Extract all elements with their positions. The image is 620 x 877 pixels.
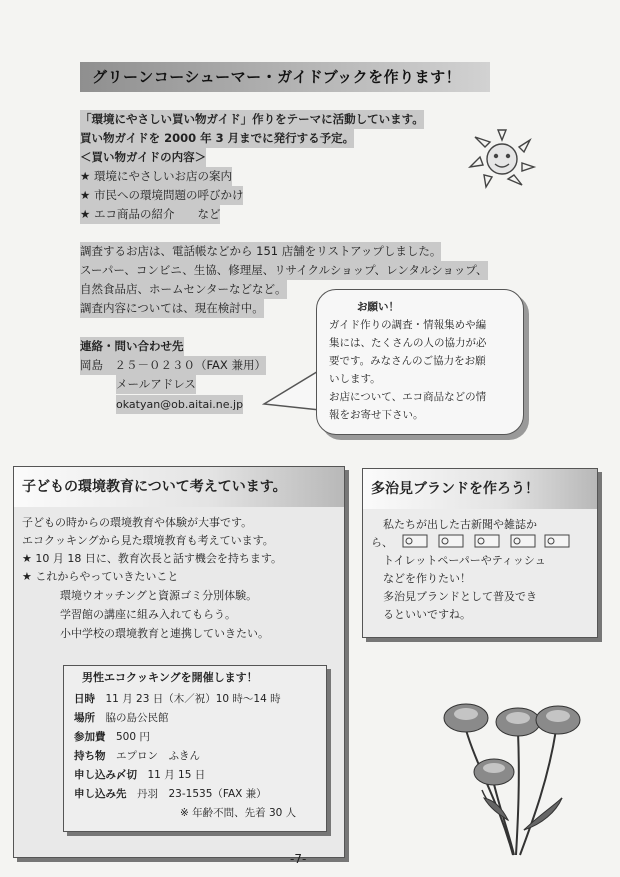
contact-email-label: メールアドレス [116, 375, 196, 394]
intro-line-2: 買い物ガイドを 2000 年 3 月までに発行する予定。 [80, 129, 354, 148]
cooking-value: エプロン ふきん [116, 750, 200, 762]
brand-line: 多治見ブランドとして普及でき [383, 590, 537, 603]
cooking-label: 申し込み先 [74, 788, 127, 800]
tajimi-brand-box [362, 468, 598, 638]
cooking-value: 脇の島公民館 [105, 712, 169, 724]
brand-heading: 多治見ブランドを作ろう！ [363, 469, 597, 509]
request-bubble [316, 289, 524, 435]
cooking-value: 500 円 [116, 731, 150, 743]
flower-illustration [438, 690, 588, 860]
kids-line: ★ これからやっていきたいこと [22, 570, 179, 583]
contents-item: ★ 市民への環境問題の呼びかけ [80, 186, 243, 205]
cooking-value: 11 月 23 日（木／祝）10 時～14 時 [105, 693, 281, 705]
bubble-line: 要です。みなさんのご協力をお願 [329, 355, 486, 367]
cooking-label: 日時 [74, 693, 95, 705]
page-title: グリーンコーシューマー・ガイドブックを作ります！ [80, 62, 490, 92]
cooking-label: 場所 [74, 712, 95, 724]
kids-line: ★ 10 月 18 日に、教育次長と話す機会を持ちます。 [22, 552, 282, 565]
bubble-tail [262, 368, 322, 418]
bubble-line: 集には、たくさんの人の協力が必 [329, 337, 487, 349]
cooking-value: 11 月 15 日 [147, 769, 206, 781]
contact-email: okatyan@ob.aitai.ne.jp [116, 395, 243, 414]
cooking-label: 持ち物 [74, 750, 106, 762]
cooking-heading: 男性エコクッキングを開催します！ [82, 671, 258, 684]
sun-illustration [462, 123, 542, 193]
contents-item: ★ 環境にやさしいお店の案内 [80, 167, 232, 186]
page-number: -7- [290, 852, 307, 866]
brand-line: るといいですね。 [383, 608, 471, 621]
brand-line: などを作りたい！ [383, 572, 471, 585]
kids-sub-line: 小中学校の環境教育と連携していきたい。 [60, 627, 269, 640]
bubble-heading: お願い！ [357, 301, 399, 313]
bubble-line: 報をお寄せ下さい。 [329, 409, 424, 421]
contents-item: ★ エコ商品の紹介 など [80, 205, 220, 224]
eco-cooking-box [63, 665, 327, 832]
bubble-line: いします。 [329, 373, 381, 385]
contact-phone: 岡島 ２５－０２３０（FAX 兼用） [80, 356, 266, 375]
cooking-note: ※ 年齢不問、先着 30 人 [180, 807, 297, 819]
cooking-label: 申し込み〆切 [74, 769, 137, 781]
brand-line: ら、 [371, 536, 393, 549]
bubble-line: ガイド作りの調査・情報集めや編 [329, 319, 487, 331]
survey-line-4: 調査内容については、現在検討中。 [80, 299, 264, 318]
brand-line: トイレットペーパーやティッシュ [383, 554, 546, 567]
kids-heading: 子どもの環境教育について考えています。 [14, 467, 344, 507]
kids-sub-line: 学習館の講座に組み入れてもらう。 [60, 608, 236, 621]
paper-roll-icons [401, 533, 571, 549]
cooking-value: 丹羽 23-1535（FAX 兼） [137, 788, 267, 800]
survey-line-3: 自然食品店、ホームセンターなどなど。 [80, 280, 287, 299]
bubble-line: お店について、エコ商品などの情 [329, 391, 487, 403]
intro-line-1: 「環境にやさしい買い物ガイド」作りをテーマに活動しています。 [80, 110, 424, 129]
survey-line-2: スーパー、コンビニ、生協、修理屋、リサイクルショップ、レンタルショップ、 [80, 261, 488, 280]
kids-line: 子どもの時からの環境教育や体験が大事です。 [22, 516, 253, 529]
survey-line-1: 調査するお店は、電話帳などから 151 店舗をリストアップしました。 [80, 242, 441, 261]
kids-line: エコクッキングから見た環境教育も考えています。 [22, 534, 274, 547]
contents-heading: ＜買い物ガイドの内容＞ [80, 148, 206, 167]
cooking-label: 参加費 [74, 731, 106, 743]
brand-line: 私たちが出した古新聞や雑誌か [383, 518, 537, 531]
kids-sub-line: 環境ウオッチングと資源ゴミ分別体験。 [60, 589, 258, 602]
contact-heading: 連絡・問い合わせ先 [80, 337, 184, 356]
